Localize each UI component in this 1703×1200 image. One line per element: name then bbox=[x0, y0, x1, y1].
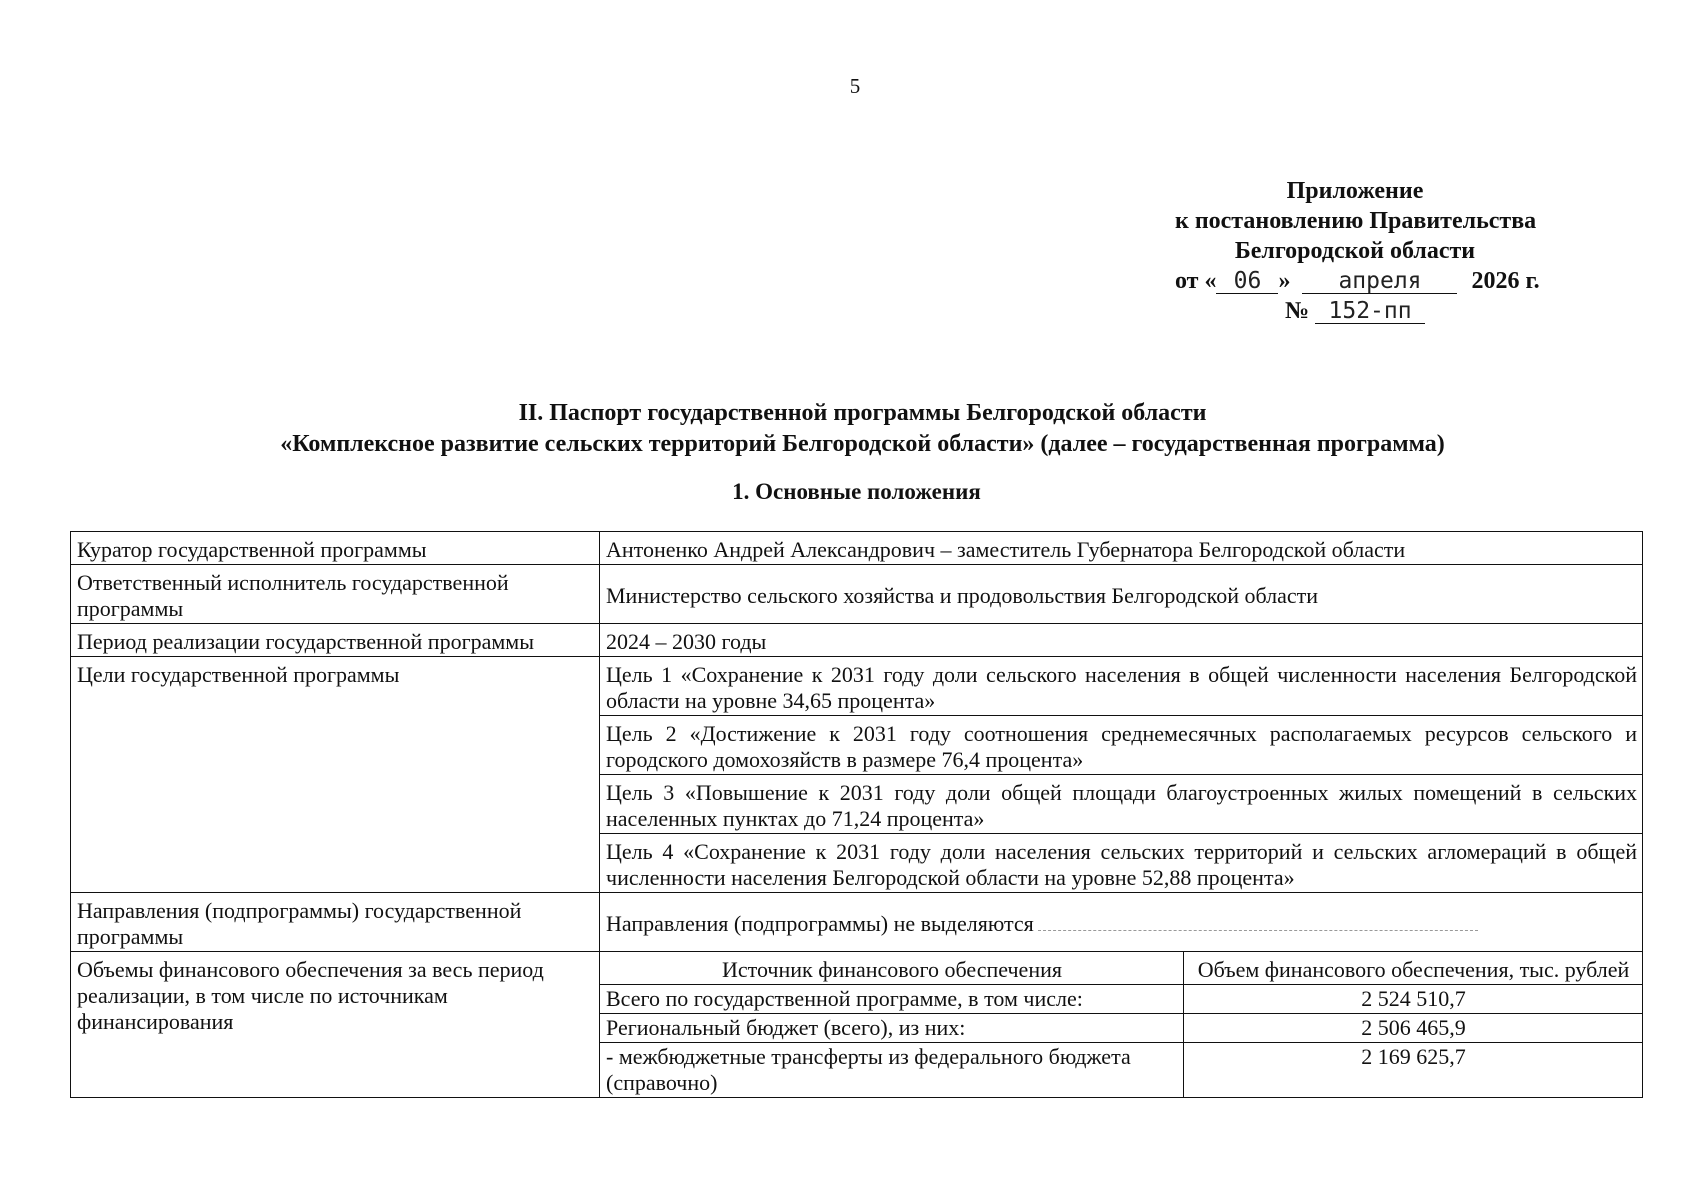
financing-source: - межбюджетные трансферты из федерального бюджета (справочно) bbox=[600, 1043, 1184, 1098]
table-row bbox=[71, 952, 1643, 1098]
appendix-number bbox=[1175, 296, 1535, 326]
date-month: апреля bbox=[1302, 269, 1457, 294]
date-day: 06 bbox=[1216, 269, 1278, 294]
table-row bbox=[71, 657, 1643, 716]
table-row bbox=[71, 565, 1643, 624]
goal-1: Цель 1 «Сохранение к 2031 году доли сельского населения в общей численности населения Белгородской области на уровне 34,65 процента» bbox=[600, 657, 1643, 716]
passport-title-line1: II. Паспорт государственной программы Белгородской области bbox=[518, 400, 1207, 426]
goal-3: Цель 3 «Повышение к 2031 году доли общей площади благоустроенных жилых помещений в сельских населенных пунктах до 71,24 процента» bbox=[600, 775, 1643, 834]
directions-cell bbox=[600, 893, 1643, 952]
passport-title-line2: «Комплексное развитие сельских территорий Белгородской области» (далее – государственная программа) bbox=[280, 431, 1445, 457]
dashed-line bbox=[1038, 924, 1478, 931]
date-mid: » bbox=[1278, 268, 1291, 294]
passport-table bbox=[70, 531, 1643, 1098]
date-prefix: от « bbox=[1175, 268, 1217, 294]
financing-source: Всего по государственной программе, в том числе: bbox=[600, 985, 1184, 1014]
appendix-resolution: к постановлению Правительства bbox=[1175, 208, 1537, 234]
executor-value: Министерство сельского хозяйства и продовольствия Белгородской области bbox=[600, 565, 1643, 624]
financing-source: Региональный бюджет (всего), из них: bbox=[600, 1014, 1184, 1043]
financing-label: Объемы финансового обеспечения за весь период реализации, в том числе по источникам финансирования bbox=[71, 952, 600, 1098]
table-row bbox=[600, 1043, 1642, 1098]
directions-label: Направления (подпрограммы) государственной программы bbox=[71, 893, 600, 952]
document-number: 152-пп bbox=[1315, 299, 1425, 324]
table-row bbox=[600, 1014, 1642, 1043]
period-value: 2024 – 2030 годы bbox=[600, 624, 1643, 657]
appendix-header bbox=[1175, 176, 1540, 326]
financing-table bbox=[600, 952, 1642, 1097]
financing-header-row bbox=[600, 952, 1642, 985]
financing-header-source: Источник финансового обеспечения bbox=[600, 952, 1184, 985]
passport-title bbox=[0, 398, 1703, 460]
directions-value: Направления (подпрограммы) не выделяются bbox=[606, 911, 1034, 936]
section-title: 1. Основные положения bbox=[732, 479, 981, 504]
appendix-title: Приложение bbox=[1286, 178, 1424, 204]
financing-cell bbox=[600, 952, 1643, 1098]
goals-label: Цели государственной программы bbox=[71, 657, 600, 893]
financing-header-volume: Объем финансового обеспечения, тыс. рублей bbox=[1197, 957, 1630, 982]
appendix-date bbox=[1175, 266, 1540, 296]
goal-4: Цель 4 «Сохранение к 2031 году доли населения сельских территорий и сельских агломераций в общей численности населения Белгородской области на уровне 52,88 процента» bbox=[600, 834, 1643, 893]
number-prefix: № bbox=[1284, 298, 1310, 324]
period-label: Период реализации государственной программы bbox=[71, 624, 600, 657]
financing-value: 2 169 625,7 bbox=[1184, 1043, 1643, 1098]
curator-label: Куратор государственной программы bbox=[71, 532, 600, 565]
table-row bbox=[71, 893, 1643, 952]
financing-value: 2 524 510,7 bbox=[1184, 985, 1643, 1014]
executor-label: Ответственный исполнитель государственной программы bbox=[71, 565, 600, 624]
goal-2: Цель 2 «Достижение к 2031 году соотношения среднемесячных располагаемых ресурсов сельского и городского домохозяйств в размере 76,4 процента» bbox=[600, 716, 1643, 775]
appendix-region: Белгородской области bbox=[1234, 238, 1476, 264]
page-number: 5 bbox=[849, 74, 861, 98]
table-row bbox=[600, 985, 1642, 1014]
date-year: 2026 г. bbox=[1471, 268, 1540, 294]
financing-value: 2 506 465,9 bbox=[1184, 1014, 1643, 1043]
curator-value: Антоненко Андрей Александрович – заместитель Губернатора Белгородской области bbox=[600, 532, 1643, 565]
table-row bbox=[71, 532, 1643, 565]
table-row bbox=[71, 624, 1643, 657]
